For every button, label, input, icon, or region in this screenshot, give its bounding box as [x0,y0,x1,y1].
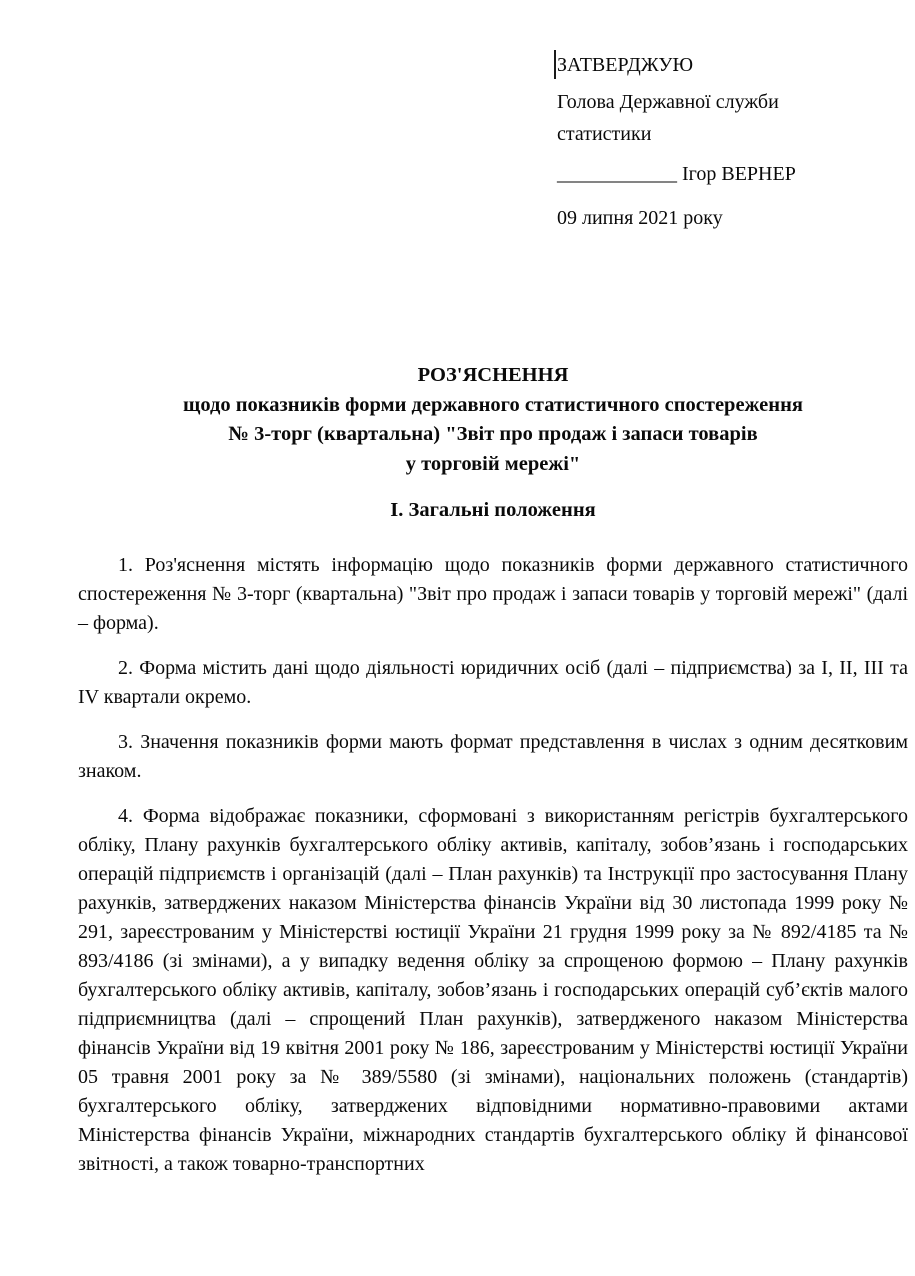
approver-position-line-2: статистики [557,123,652,145]
title-line-1: РОЗ'ЯСНЕННЯ [417,364,569,386]
title-line-4: у торговій мережі" [405,452,581,475]
paragraph-2: 2. Форма містить дані щодо діяльності юридичних осіб (далі – підприємства) за I, II, III та IV квартали окремо. [78,657,908,708]
title-line-2: щодо показників форми державного статистичного спостереження [183,393,803,416]
title-line-3: № 3-торг (квартальна) "Звіт про продаж і запаси товарів [228,423,758,445]
approval-stamp: ЗАТВЕРДЖУЮ [557,54,694,76]
approver-name: Ігор ВЕРНЕР [677,163,796,185]
text-cursor-icon [554,50,556,79]
approver-position-line-1: Голова Державної служби [557,91,779,113]
section-heading: І. Загальні положення [390,499,596,521]
signature-line [557,158,887,190]
approval-stamp-line [557,49,887,81]
paragraph-3: 3. Значення показників форми мають формат представлення в числах з одним десятковим знаком. [78,731,908,782]
document-body [78,551,908,1179]
paragraph-1: 1. Роз'яснення містять інформацію щодо показників форми державного статистичного спостереження № 3-торг (квартальна) "Звіт про продаж і запаси товарів у торговій мережі" (далі – форма). [78,554,908,634]
approval-date: 09 липня 2021 року [557,207,723,229]
signature-blank: ____________ [557,163,677,185]
document-title [78,361,908,479]
paragraph-4: 4. Форма відображає показники, сформовані з використанням регістрів бухгалтерського обліку, Плану рахунків бухгалтерського обліку активів, капіталу, зобов’язань і господарських операцій підприємств і організацій (далі – План рахунків) та Інструкції про застосування Плану рахунків, затверджених наказом Міністерства фінансів України від 30 листопада 1999 року № 291, зареєстрованим у Міністерстві юстиції України 21 грудня 1999 року за № 892/4185 та № 893/4186 (зі змінами), а у випадку ведення обліку за спрощеною формою – Плану рахунків бухгалтерського обліку активів, капіталу, зобов’язань і господарських операцій суб’єктів малого підприємництва (далі – спрощений План рахунків), затвердженого наказом Міністерства фінансів України від 19 квітня 2001 року № 186, зареєстрованим у Міністерстві юстиції України 05 травня 2001 року за № 389/5580 (зі змінами), національних положень (стандартів) бухгалтерського обліку, затверджених відповідними нормативно-правовими актами Міністерства фінансів України, міжнародних стандартів бухгалтерського обліку й фінансової звітності, а також товарно-транспортних [78,805,908,1175]
approval-block [557,49,887,234]
